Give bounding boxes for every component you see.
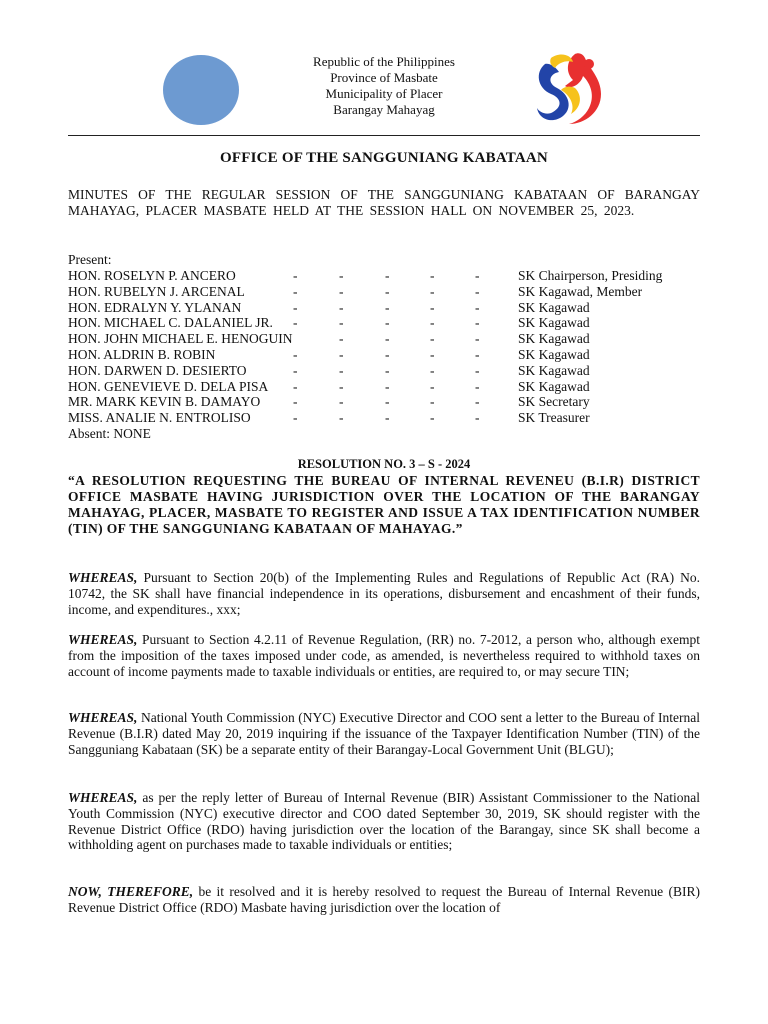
absent-line: Absent: NONE	[68, 426, 151, 441]
dash-leader: -	[430, 283, 435, 299]
roster-row	[68, 363, 708, 379]
dash-leader: -	[293, 346, 298, 362]
letterhead	[260, 54, 508, 118]
minutes-heading: MINUTES OF THE REGULAR SESSION OF THE SANGGUNIANG KABATAAN OF BARANGAY MAHAYAG, PLACER MASBATE HELD AT THE SESSION HALL ON NOVEMBER 25, 2023.	[68, 187, 700, 218]
member-name: HON. DARWEN D. DESIERTO	[68, 362, 247, 378]
dash-leader: -	[385, 362, 390, 378]
dash-leader: -	[339, 362, 344, 378]
dash-leader: -	[293, 299, 298, 315]
clause-text: be it resolved and it is hereby resolved to request the Bureau of Internal Revenue (BIR) Revenue District Office (RDO) Masbate having jurisdiction over the location of	[68, 884, 700, 915]
dash-leader: -	[430, 331, 435, 347]
member-name: MR. MARK KEVIN B. DAMAYO	[68, 394, 261, 410]
dash-leader: -	[475, 331, 480, 347]
member-role: SK Secretary	[518, 394, 590, 410]
letterhead-line-barangay: Barangay Mahayag	[333, 102, 435, 117]
dash-leader: -	[339, 315, 344, 331]
dash-leader: -	[339, 268, 344, 283]
resolution-title: “A RESOLUTION REQUESTING THE BUREAU OF INTERNAL REVENEU (B.I.R) DISTRICT OFFICE MASBATE HAVING JURISDICTION OVER THE LOCATION OF THE BARANGAY MAHAYAG, PLACER, MASBATE TO REGISTER AND ISSUE A TAX IDENTIFICATION NUMBER (TIN) OF THE SANGGUNIANG KABATAAN OF MAHAYAG.”	[68, 473, 700, 536]
dash-leader: -	[385, 283, 390, 299]
dash-leader: -	[430, 315, 435, 331]
dash-leader: -	[339, 283, 344, 299]
clause-keyword: WHEREAS,	[68, 710, 138, 725]
roster-row	[68, 410, 708, 426]
dash-leader: -	[293, 315, 298, 331]
present-label: Present:	[68, 252, 112, 267]
member-name: MISS. ANALIE N. ENTROLISO	[68, 410, 251, 426]
clause-text: Pursuant to Section 4.2.11 of Revenue Regulation, (RR) no. 7-2012, a person who, although exempt from the imposition of the taxes imposed under code, as amended, is nevertheless required to withhold taxes on account of income payments made to taxable individuals or entities, are required to, or may secure TIN;	[68, 632, 700, 679]
roster-row	[68, 331, 708, 347]
roster-row	[68, 379, 708, 395]
dash-leader: -	[430, 346, 435, 362]
dash-leader: -	[339, 346, 344, 362]
roster-row	[68, 268, 708, 284]
dash-leader: -	[293, 410, 298, 426]
dash-leader: -	[475, 362, 480, 378]
dash-leader: -	[385, 315, 390, 331]
dash-leader: -	[430, 362, 435, 378]
whereas-clause-2	[68, 632, 700, 679]
dash-leader: -	[293, 378, 298, 394]
dash-leader: -	[430, 299, 435, 315]
roster-row	[68, 315, 708, 331]
member-role: SK Chairperson, Presiding	[518, 268, 663, 283]
clause-keyword: WHEREAS,	[68, 790, 138, 805]
dash-leader: -	[475, 315, 480, 331]
roster-row	[68, 300, 708, 316]
dash-leader: -	[475, 378, 480, 394]
dash-leader: -	[385, 299, 390, 315]
dash-leader: -	[385, 331, 390, 347]
dash-leader: -	[293, 394, 298, 410]
roster-row	[68, 347, 708, 363]
dash-leader: -	[430, 410, 435, 426]
whereas-clause-1	[68, 570, 700, 617]
member-name: HON. RUBELYN J. ARCENAL	[68, 283, 245, 299]
member-role: SK Kagawad, Member	[518, 283, 643, 299]
dash-leader: -	[385, 410, 390, 426]
resolved-clause	[68, 884, 700, 916]
dash-leader: -	[475, 283, 480, 299]
clause-keyword: WHEREAS,	[68, 632, 138, 647]
member-name: HON. MICHAEL C. DALANIEL JR.	[68, 315, 273, 331]
header-divider	[68, 135, 700, 136]
office-title: OFFICE OF THE SANGGUNIANG KABATAAN	[220, 150, 548, 166]
dash-leader: -	[385, 346, 390, 362]
clause-keyword: WHEREAS,	[68, 570, 138, 585]
dash-leader: -	[475, 299, 480, 315]
member-role: SK Kagawad	[518, 315, 590, 331]
sk-logo	[531, 50, 607, 130]
dash-leader: -	[475, 394, 480, 410]
dash-leader: -	[475, 410, 480, 426]
member-name: HON. EDRALYN Y. YLANAN	[68, 299, 242, 315]
clause-keyword: NOW, THEREFORE,	[68, 884, 194, 899]
member-role: SK Kagawad	[518, 331, 590, 347]
member-role: SK Treasurer	[518, 410, 590, 426]
letterhead-line-municipality: Municipality of Placer	[325, 86, 443, 101]
letterhead-line-republic: Republic of the Philippines	[313, 54, 455, 69]
attendance-roster	[68, 268, 708, 426]
dash-leader: -	[339, 299, 344, 315]
resolution-number: RESOLUTION NO. 3 – S - 2024	[297, 457, 471, 471]
dash-leader: -	[293, 362, 298, 378]
dash-leader: -	[430, 268, 435, 283]
member-role: SK Kagawad	[518, 378, 590, 394]
whereas-clause-3	[68, 710, 700, 757]
dash-leader: -	[293, 283, 298, 299]
member-name: HON. GENEVIEVE D. DELA PISA	[68, 378, 269, 394]
member-role: SK Kagawad	[518, 362, 590, 378]
member-role: SK Kagawad	[518, 299, 590, 315]
clause-text: as per the reply letter of Bureau of Internal Revenue (BIR) Assistant Commissioner to the National Youth Commission (NYC) executive director and COO dated September 30, 2019, SK should register with the Revenue District Office (RDO) having jurisdiction over the location of the Barangay, since SK shall become a withholding agent on purchases made to taxable individuals or entities;	[68, 790, 700, 853]
dash-leader: -	[293, 268, 298, 283]
roster-row	[68, 284, 708, 300]
dash-leader: -	[475, 268, 480, 283]
municipal-seal	[163, 55, 239, 125]
roster-row	[68, 394, 708, 410]
whereas-clause-4	[68, 790, 700, 853]
dash-leader: -	[430, 378, 435, 394]
member-name: HON. JOHN MICHAEL E. HENOGUIN	[68, 331, 293, 347]
dash-leader: -	[385, 268, 390, 283]
dash-leader: -	[339, 410, 344, 426]
dash-leader: -	[339, 394, 344, 410]
member-name: HON. ALDRIN B. ROBIN	[68, 346, 216, 362]
member-role: SK Kagawad	[518, 346, 590, 362]
clause-text: Pursuant to Section 20(b) of the Implementing Rules and Regulations of Republic Act (RA) No. 10742, the SK shall have financial independence in its operations, disbursement and encashment of their funds, income, and expenditures., xxx;	[68, 570, 700, 617]
dash-leader: -	[385, 378, 390, 394]
letterhead-line-province: Province of Masbate	[330, 70, 438, 85]
dash-leader: -	[475, 346, 480, 362]
dash-leader: -	[339, 378, 344, 394]
member-name: HON. ROSELYN P. ANCERO	[68, 268, 236, 283]
dash-leader: -	[339, 331, 344, 347]
dash-leader: -	[430, 394, 435, 410]
clause-text: National Youth Commission (NYC) Executive Director and COO sent a letter to the Bureau of Internal Revenue (B.I.R) dated May 20, 2019 inquiring if the issuance of the Taxpayer Identification Number (TIN) of the Sangguniang Kabataan (SK) be a separate entity of their Barangay-Local Government Unit (BLGU);	[68, 710, 700, 757]
dash-leader: -	[385, 394, 390, 410]
